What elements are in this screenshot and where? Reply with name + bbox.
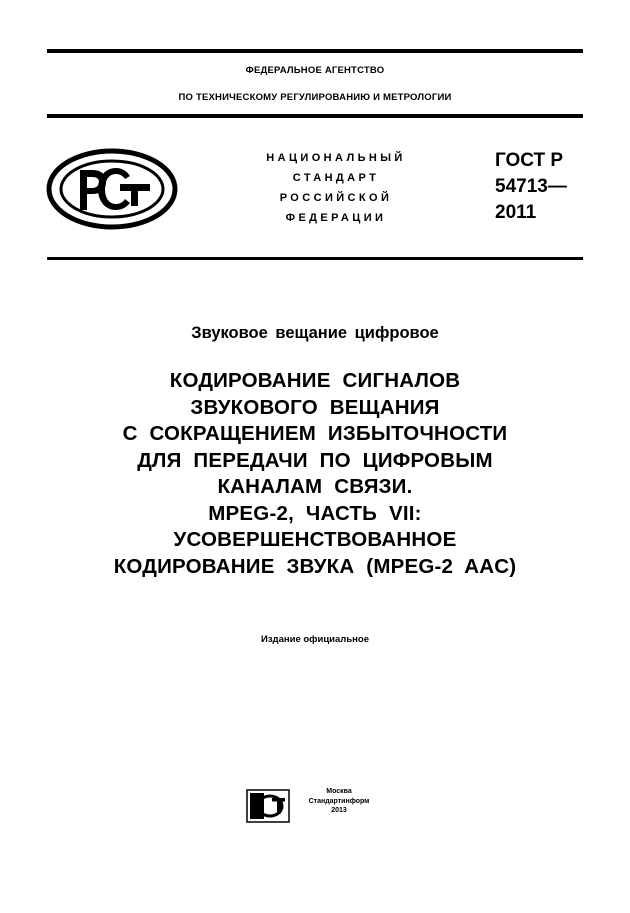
document-subject: Звуковое вещание цифровое	[191, 324, 439, 342]
document-title	[47, 368, 583, 580]
publisher-block	[294, 787, 384, 816]
standard-designation	[495, 148, 605, 226]
national-line-1: НАЦИОНАЛЬНЫЙ	[266, 152, 406, 164]
top-rule-thick	[47, 49, 583, 53]
title-line-6: MPEG-2, ЧАСТЬ VII:	[208, 501, 422, 525]
agency-name-line2: ПО ТЕХНИЧЕСКОМУ РЕГУЛИРОВАНИЮ И МЕТРОЛОГИИ	[178, 92, 452, 103]
rst-certification-logo-icon	[46, 148, 178, 230]
title-line-7: УСОВЕРШЕНСТВОВАННОЕ	[173, 528, 457, 551]
title-line-8: КОДИРОВАНИЕ ЗВУКА (MPEG-2 AAC)	[113, 554, 517, 578]
official-edition-label: Издание официальное	[261, 634, 369, 645]
national-standard-label	[236, 148, 436, 228]
title-line-2: ЗВУКОВОГО ВЕЩАНИЯ	[190, 395, 440, 419]
designation-line-1: ГОСТ Р	[495, 150, 564, 171]
title-line-5: КАНАЛАМ СВЯЗИ.	[217, 475, 413, 498]
designation-line-3: 2011	[495, 202, 537, 223]
national-line-4: ФЕДЕРАЦИИ	[285, 212, 387, 224]
national-line-3: РОССИЙСКОЙ	[279, 192, 393, 204]
title-line-1: КОДИРОВАНИЕ СИГНАЛОВ	[169, 369, 461, 392]
agency-name-line1: ФЕДЕРАЛЬНОЕ АГЕНТСТВО	[245, 65, 385, 76]
national-line-2: СТАНДАРТ	[292, 172, 380, 184]
header-rule-thick	[47, 114, 583, 118]
publisher-name: Стандартинформ	[308, 797, 370, 805]
publisher-year: 2013	[331, 807, 347, 814]
title-line-4: ДЛЯ ПЕРЕДАЧИ ПО ЦИФРОВЫМ	[137, 448, 493, 472]
section-rule-thick	[47, 257, 583, 260]
publisher-city: Москва	[326, 788, 352, 795]
standartinform-logo-icon	[246, 789, 290, 823]
title-line-3: С СОКРАЩЕНИЕМ ИЗБЫТОЧНОСТИ	[122, 422, 508, 445]
designation-line-2: 54713—	[495, 176, 567, 197]
